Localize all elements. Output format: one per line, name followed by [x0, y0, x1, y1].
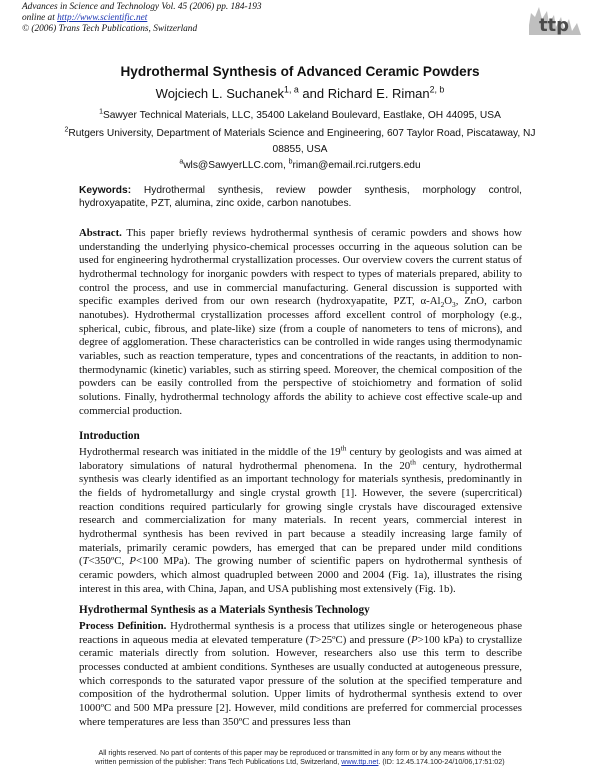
- intro-sup-2: th: [410, 457, 416, 467]
- abstract-o: O: [444, 295, 453, 308]
- email-a: wls@SawyerLLC.com,: [183, 160, 286, 171]
- email-b: riman@email.rci.rutgers.edu: [292, 160, 421, 171]
- author-emails: [60, 158, 540, 174]
- intro-sup-1: th: [340, 443, 347, 453]
- author-1-sup: 1, a: [284, 84, 299, 95]
- intro-text-2: century by geologists and was aimed at laboratory simulations of natural hydrothermal phenomena. In the 20: [79, 446, 522, 472]
- proc-p: P: [411, 633, 418, 646]
- online-prefix: online at: [22, 13, 55, 23]
- author-1: Wojciech L. Suchanek: [155, 86, 285, 101]
- affiliation-1-text: Sawyer Technical Materials, LLC, 35400 Lakeland Boulevard, Eastlake, OH 44095, USA: [102, 110, 501, 121]
- proc-p-val: >100 kPa) to crystallize ceramic materials directly from solution. However, researchers also use this term to describe processes conducted at ambient conditions. Syntheses are usually conducted at autogeneous pressure, which corresponds to the saturated vapor pressure of the solution at the specified temperature and composition of the hydrothermal solution. Upper limits of hydrothermal synthesis extend to over 1000ºC and 500 MPa pressure [2]. However, mild conditions are preferred for commercial processes where temperatures are less than 350ºC and pressures less than: [79, 633, 523, 728]
- email-b-sup: b: [288, 158, 293, 166]
- intro-text-4: ). The growing number of scientific papers on hydrothermal synthesis of ceramic powders, which almost quadrupled between 2000 and 2004 (Fig. 1a), illustrates the rising interest in this area, with China, Japan, and USA publishing most extensively (Fig. 1b).: [79, 555, 522, 595]
- scientific-net-link[interactable]: http://www.scientific.net: [57, 13, 148, 23]
- journal-citation: Advances in Science and Technology Vol. 45 (2006) pp. 184-193: [22, 2, 262, 12]
- abstract-sub-2: 2: [440, 300, 445, 310]
- intro-text-1: Hydrothermal research was initiated in the middle of the 19: [79, 446, 341, 458]
- footer-line-2-post: . (ID: 12.45.174.100-24/10/06,17:51:02): [378, 757, 505, 766]
- ttp-link[interactable]: www.ttp.net: [341, 757, 379, 766]
- author-2-sup: 2, b: [429, 84, 445, 95]
- proc-t-val: >25ºC) and pressure (: [315, 633, 412, 646]
- affiliation-1: [60, 108, 540, 124]
- copyright-footer: [0, 748, 600, 766]
- intro-text-3: century, hydrothermal synthesis was clearly identified as an important technology for materials synthesis, predominantly in the fields of hydrometallurgy and single crystal growth [1]. However, the severe (supercritical) reaction conditions required particularly for growing single crystals have discouraged extensive research and commercialization for many materials. In recent years, commercial interest in hydrothermal synthesis has been revived in part because a steadily increasing large family of materials, primarily ceramic powders, has emerged that can be prepared under mild conditions (: [79, 459, 522, 568]
- footer-line-2: [0, 757, 600, 766]
- abstract-text-2: , ZnO, carbon nanotubes). Hydrothermal crystallization processes afford excellent control of morphology (e.g., spherical, cubic, fibrous, and plate-like) size (from a couple of nanometers to tens of microns), and degree of agglomeration. These characteristics can be controlled in wide ranges using thermodynamic variables, such as reaction temperature, types and concentrations of the reactants, in addition to non-thermodynamic (kinetic) variables, such as stirring speed. Moreover, the chemical composition of the powders can be easily controlled from the perspective of stoichiometry and formation of solid solutions. Finally, hydrothermal technology affords the ability to achieve cost effective scale-up and commercial production.: [79, 295, 522, 417]
- author-line: [0, 86, 600, 101]
- introduction-paragraph: [79, 443, 522, 596]
- process-definition-paragraph: [79, 620, 522, 729]
- paper-title: Hydrothermal Synthesis of Advanced Ceramic Powders: [120, 64, 480, 79]
- footer-line-2-pre: written permission of the publisher: Trans Tech Publications Ltd, Switzerland,: [95, 757, 340, 766]
- online-line: [22, 13, 262, 24]
- proc-text-1: Hydrothermal synthesis is a process that utilizes single or heterogeneous phase reactions in aqueous media at elevated temperature (: [79, 620, 522, 646]
- journal-header: [22, 2, 262, 35]
- section-2-heading: Hydrothermal Synthesis as a Materials Synthesis Technology: [79, 604, 370, 616]
- keywords-label: Keywords:: [79, 185, 132, 196]
- abstract: [79, 227, 522, 418]
- author-conjunction: and: [302, 86, 325, 101]
- proc-t: T: [309, 633, 316, 646]
- affiliation-1-sup: 1: [99, 108, 103, 116]
- abstract-text-1: This paper briefly reviews hydrothermal synthesis of ceramic powders and shows how understanding the underlying physico-chemical processes occurring in the aqueous solution can be used for engineering hydrothermal crystallization processes. Our overview covers the current status of hydrothermal technology for inorganic powders with respect to types of materials prepared, ability to control the process, and use in commercial manufacturing. General discussion is supported with specific examples derived from our own research (hydroxyapatite, PZT, α-Al: [79, 227, 522, 308]
- footer-line-1: All rights reserved. No part of contents of this paper may be reproduced or transmitted in any form or by any means without the: [98, 748, 502, 757]
- intro-t-val: <350ºC,: [88, 555, 130, 568]
- keywords-text: Hydrothermal synthesis, review powder synthesis, morphology control, hydroxyapatite, PZT, alumina, zinc oxide, carbon nanotubes.: [79, 185, 522, 209]
- keywords: [79, 184, 522, 210]
- abstract-sub-3: 3: [452, 300, 456, 310]
- abstract-label: Abstract.: [79, 227, 122, 239]
- author-2: Richard E. Riman: [327, 86, 430, 101]
- process-definition-runin: Process Definition.: [79, 620, 167, 632]
- affiliation-2-sup: 2: [64, 126, 69, 134]
- intro-t: T: [82, 555, 89, 568]
- intro-p-val: <100 MPa: [135, 555, 184, 568]
- introduction-heading: Introduction: [79, 430, 140, 442]
- affiliation-2: [60, 126, 540, 158]
- logo-text: ttp: [538, 15, 570, 36]
- email-a-sup: a: [179, 158, 184, 166]
- affiliation-2-text: Rutgers University, Department of Materials Science and Engineering, 607 Taylor Road, Piscataway, NJ 08855, USA: [68, 128, 536, 155]
- ttp-logo-icon: [527, 5, 583, 39]
- copyright-line: © (2006) Trans Tech Publications, Switzerland: [22, 24, 198, 34]
- intro-p: P: [129, 555, 136, 568]
